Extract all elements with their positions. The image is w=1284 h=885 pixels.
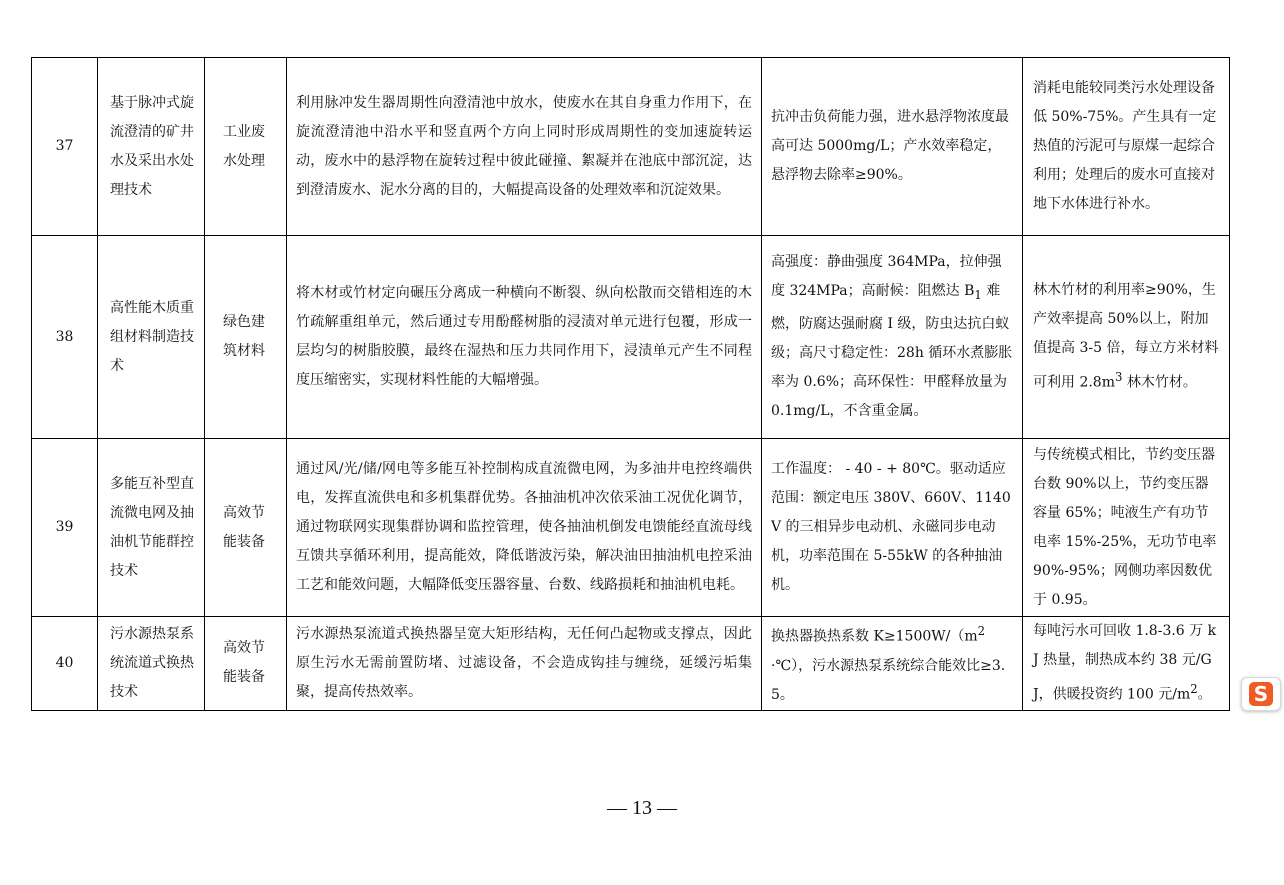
row-number: 37 [32, 58, 98, 236]
technology-category: 高效节能装备 [205, 439, 287, 617]
effects-text-cont: 。 [1197, 686, 1212, 703]
indicators-text: 高强度：静曲强度 364MPa，拉伸强度 324MPa；高耐候：阻燃达 B [771, 254, 1002, 300]
technology-name: 污水源热泵系统流道式换热技术 [98, 617, 205, 711]
effects-superscript: 3 [1115, 370, 1123, 385]
technology-effects: 与传统模式相比，节约变压器台数 90%以上，节约变压器容量 65%；吨液生产有功节电率 15%-25%，无功节电率 90%-95%；网侧功率因数优于 0.95。 [1023, 439, 1230, 617]
technology-effects [1023, 236, 1230, 439]
indicators-text: 换热器换热系数 K≥1500W/（m [771, 628, 978, 645]
technology-category: 高效节能装备 [205, 617, 287, 711]
technology-table [31, 57, 1230, 711]
indicators-text-cont: ·℃），污水源热泵系统综合能效比≥3.5。 [771, 657, 1006, 703]
technology-indicators [762, 236, 1023, 439]
effects-text: 每吨污水可回收 1.8-3.6 万 kJ 热量，制热成本约 38 元/GJ，供暖投资约 100 元/m [1033, 623, 1217, 703]
table-row [32, 58, 1230, 236]
technology-indicators: 抗冲击负荷能力强，进水悬浮物浓度最高可达 5000mg/L；产水效率稳定，悬浮物去除率≥90%。 [762, 58, 1023, 236]
sogou-input-icon[interactable] [1241, 677, 1281, 711]
technology-description: 利用脉冲发生器周期性向澄清池中放水，使废水在其自身重力作用下，在旋流澄清池中沿水平和竖直两个方向上同时形成周期性的变加速旋转运动，废水中的悬浮物在旋转过程中彼此碰撞、絮凝并在池底中部沉淀，达到澄清废水、泥水分离的目的，大幅提高设备的处理效率和沉淀效果。 [287, 58, 762, 236]
technology-category: 工业废水处理 [205, 58, 287, 236]
technology-description: 污水源热泵流道式换热器呈宽大矩形结构，无任何凸起物或支撑点，因此原生污水无需前置防堵、过滤设备，不会造成钩挂与缠绕，延缓污垢集聚，提高传热效率。 [287, 617, 762, 711]
indicators-superscript: 2 [977, 624, 986, 638]
technology-description: 通过风/光/储/网电等多能互补控制构成直流微电网，为多油井电控终端供电，发挥直流供电和多机集群优势。各抽油机冲次依采油工况优化调节，通过物联网实现集群协调和监控管理，使各抽油机倒发电馈能经直流母线互馈共享循环利用，提高能效，降低谐波污染，解决油田抽油机电控采油工艺和能效问题，大幅降低变压器容量、台数、线路损耗和抽油机电耗。 [287, 439, 762, 617]
sogou-logo-letter: S [1249, 682, 1273, 706]
page-number: — 13 — [607, 797, 677, 819]
technology-effects: 消耗电能较同类污水处理设备低 50%-75%。产生具有一定热值的污泥可与原煤一起综合利用；处理后的废水可直接对地下水体进行补水。 [1023, 58, 1230, 236]
table-row [32, 617, 1230, 711]
row-number: 38 [32, 236, 98, 439]
indicators-text-cont: 难燃，防腐达强耐腐 I 级，防虫达抗白蚁级；高尺寸稳定性：28h 循环水煮膨胀率为 0.6%；高环保性：甲醛释放量为 0.1mg/L，不含重金属。 [771, 283, 1013, 419]
row-number: 40 [32, 617, 98, 711]
table-row [32, 439, 1230, 617]
row-number: 39 [32, 439, 98, 617]
table-row [32, 236, 1230, 439]
technology-name: 高性能木质重组材料制造技术 [98, 236, 205, 439]
technology-name: 多能互补型直流微电网及抽油机节能群控技术 [98, 439, 205, 617]
indicators-subscript: 1 [974, 287, 982, 302]
technology-category: 绿色建筑材料 [205, 236, 287, 439]
technology-name: 基于脉冲式旋流澄清的矿井水及采出水处理技术 [98, 58, 205, 236]
effects-text-cont: 林木竹材。 [1122, 374, 1197, 391]
effects-text: 林木竹材的利用率≥90%，生产效率提高 50%以上，附加值提高 3-5 倍，每立方米材料可利用 2.8m [1033, 282, 1219, 391]
technology-indicators: 工作温度： - 40 - + 80℃。驱动适应范围：额定电压 380V、660V、1140V 的三相异步电动机、永磁同步电动机，功率范围在 5-55kW 的各种抽油机。 [762, 439, 1023, 617]
effects-superscript: 2 [1190, 682, 1198, 696]
technology-effects [1023, 617, 1230, 711]
technology-description: 将木材或竹材定向碾压分离成一种横向不断裂、纵向松散而交错相连的木竹疏解重组单元，然后通过专用酚醛树脂的浸渍对单元进行包覆，形成一层均匀的树脂胶膜，最终在湿热和压力共同作用下，浸渍单元产生不同程度压缩密实，实现材料性能的大幅增强。 [287, 236, 762, 439]
technology-indicators [762, 617, 1023, 711]
